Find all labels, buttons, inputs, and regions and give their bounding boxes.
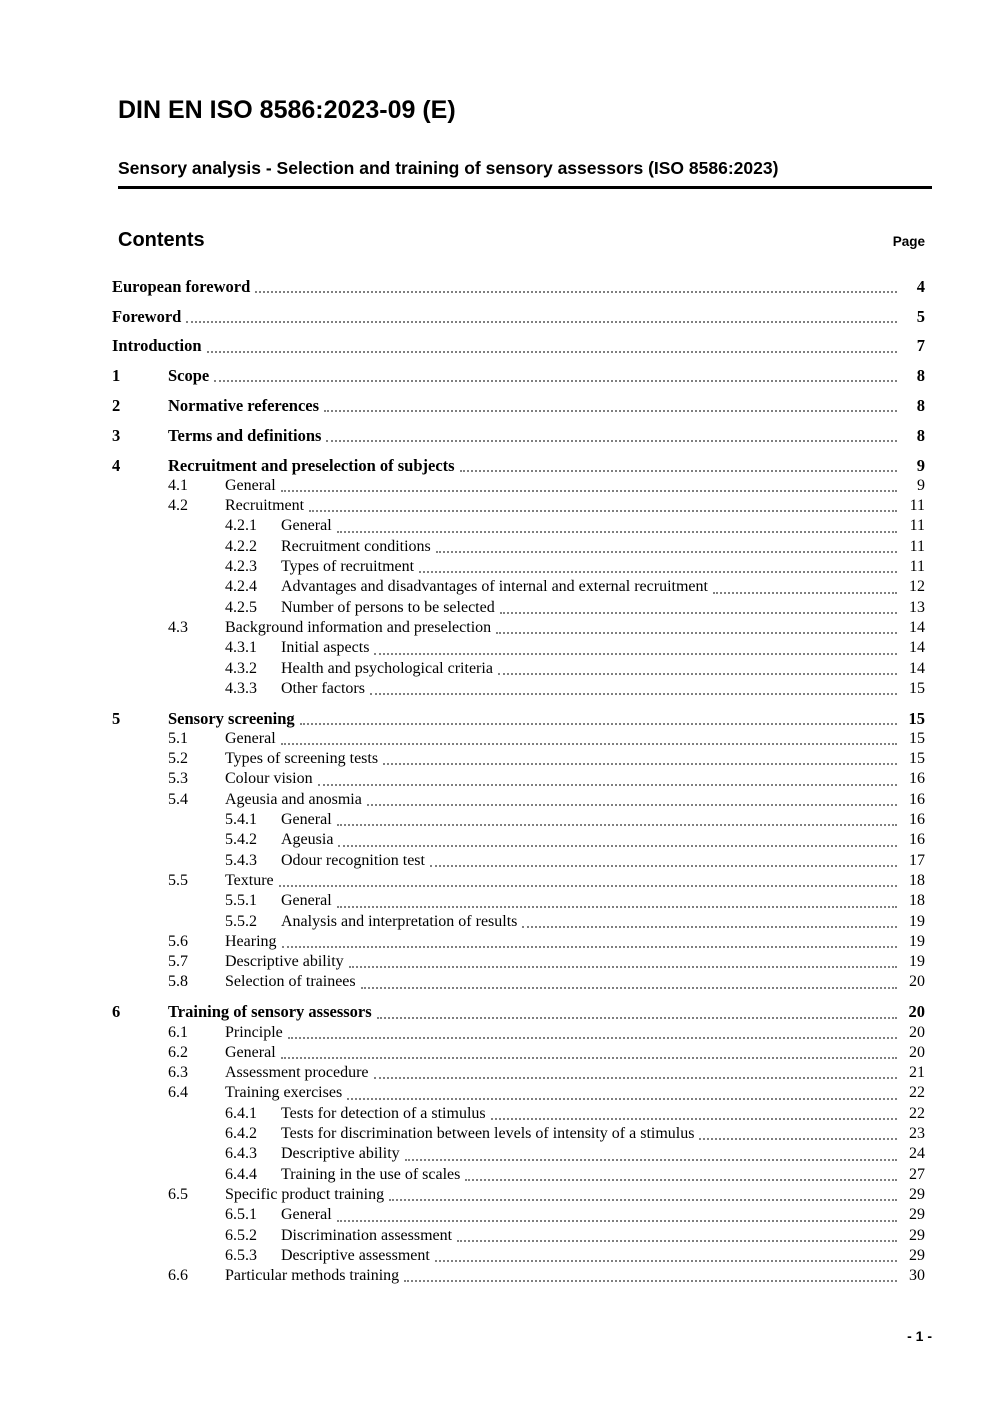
toc-dotted-leader	[367, 804, 897, 806]
toc-entry-label: European foreword	[112, 276, 251, 296]
toc-entry-number: 5.4	[168, 790, 188, 808]
toc-entry-number: 6.6	[168, 1267, 188, 1285]
toc-dotted-leader	[349, 966, 897, 968]
toc-dotted-leader	[347, 1098, 897, 1100]
toc-dotted-leader	[500, 612, 897, 614]
document-number-heading: DIN EN ISO 8586:2023-09 (E)	[118, 96, 456, 124]
toc-entry-page: 8	[916, 425, 925, 445]
toc-entry	[112, 932, 925, 952]
toc-entry	[112, 952, 925, 972]
toc-entry	[112, 1104, 925, 1124]
page-column-label: Page	[892, 233, 925, 249]
toc-dotted-leader	[491, 1118, 897, 1120]
toc-entry-label: Colour vision	[225, 770, 313, 788]
toc-entry-page: 15	[909, 729, 925, 747]
toc-entry	[112, 1083, 925, 1103]
toc-entry-label: Descriptive ability	[281, 1145, 400, 1163]
toc-entry-number: 4.2.4	[225, 578, 257, 596]
toc-entry-number: 5.4.1	[225, 811, 257, 829]
toc-entry	[112, 516, 925, 536]
toc-entry-label: Types of recruitment	[281, 558, 415, 576]
toc-entry-page: 20	[909, 1023, 925, 1041]
toc-entry-label: Advantages and disadvantages of internal and external recruitment	[281, 578, 708, 596]
toc-entry-label: Texture	[225, 871, 274, 889]
toc-entry-label: General	[281, 811, 332, 829]
toc-entry	[112, 1205, 925, 1225]
toc-entry-label: Specific product training	[225, 1185, 385, 1203]
document-title-block	[118, 158, 932, 189]
toc-entry	[112, 476, 925, 496]
toc-dotted-leader	[337, 906, 897, 908]
toc-entry-number: 1	[112, 366, 121, 386]
toc-dotted-leader	[430, 865, 897, 867]
toc-entry-page: 20	[909, 973, 925, 991]
toc-entry-label: Analysis and interpretation of results	[281, 912, 518, 930]
toc-entry-label: Ageusia	[281, 831, 334, 849]
toc-dotted-leader	[282, 946, 897, 948]
toc-entry-number: 5.4.2	[225, 831, 257, 849]
toc-entry	[112, 577, 925, 597]
toc-entry-page: 30	[909, 1267, 925, 1285]
toc-entry-number: 2	[112, 395, 121, 415]
toc-entry-page: 22	[909, 1104, 925, 1122]
toc-dotted-leader	[435, 1260, 897, 1262]
toc-entry-page: 23	[909, 1125, 925, 1143]
toc-dotted-leader	[713, 592, 897, 594]
toc-entry-page: 29	[909, 1185, 925, 1203]
toc-entry	[112, 537, 925, 557]
toc-entry-page: 16	[909, 770, 925, 788]
toc-dotted-leader	[338, 845, 897, 847]
toc-entry-number: 6.5	[168, 1185, 188, 1203]
toc-entry-label: Tests for discrimination between levels of intensity of a stimulus	[281, 1125, 695, 1143]
toc-entry-number: 4.2.5	[225, 598, 257, 616]
toc-entry-number: 5.5.2	[225, 912, 257, 930]
toc-dotted-leader	[374, 653, 897, 655]
toc-entry-page: 19	[909, 912, 925, 930]
toc-entry-label: Assessment procedure	[225, 1064, 369, 1082]
toc-entry	[112, 496, 925, 516]
toc-dotted-leader	[326, 440, 897, 442]
toc-entry-number: 6	[112, 1002, 121, 1022]
toc-dotted-leader	[300, 723, 897, 725]
toc-entry-page: 15	[908, 708, 925, 728]
toc-entry-page: 15	[909, 679, 925, 697]
toc-entry-label: Sensory screening	[168, 708, 295, 728]
toc-entry-number: 4.3.2	[225, 659, 257, 677]
toc-entry-label: Normative references	[168, 395, 320, 415]
toc-entry-page: 29	[909, 1206, 925, 1224]
toc-entry	[112, 709, 925, 729]
toc-entry-number: 5.6	[168, 932, 188, 950]
toc-entry-label: Types of screening tests	[225, 750, 379, 768]
toc-entry-page: 16	[909, 811, 925, 829]
toc-entry-number: 6.5.2	[225, 1226, 257, 1244]
toc-entry-label: Recruitment and preselection of subjects	[168, 455, 455, 475]
toc-dotted-leader	[498, 673, 897, 675]
toc-dotted-leader	[207, 351, 897, 353]
toc-entry-label: Odour recognition test	[281, 851, 425, 869]
toc-entry-page: 18	[909, 871, 925, 889]
toc-entry	[112, 851, 925, 871]
toc-entry	[112, 790, 925, 810]
toc-entry-label: Number of persons to be selected	[281, 598, 495, 616]
contents-heading: Contents	[118, 228, 205, 251]
toc-dotted-leader	[436, 551, 897, 553]
toc-entry	[112, 638, 925, 658]
toc-dotted-leader	[405, 1159, 897, 1161]
toc-dotted-leader	[324, 410, 897, 412]
toc-entry-number: 4.3.3	[225, 679, 257, 697]
toc-entry-page: 16	[909, 790, 925, 808]
toc-entry-number: 6.1	[168, 1023, 188, 1041]
toc-entry-page: 4	[916, 276, 925, 296]
toc-entry-label: Discrimination assessment	[281, 1226, 453, 1244]
toc-entry	[112, 912, 925, 932]
toc-entry-number: 6.4.1	[225, 1104, 257, 1122]
toc-dotted-leader	[457, 1240, 897, 1242]
toc-dotted-leader	[465, 1179, 897, 1181]
toc-entry-label: Training of sensory assessors	[168, 1002, 372, 1022]
toc-dotted-leader	[309, 510, 897, 512]
toc-entry-number: 6.5.3	[225, 1246, 257, 1264]
toc-entry	[112, 659, 925, 679]
toc-dotted-leader	[281, 743, 897, 745]
toc-entry	[112, 336, 925, 356]
toc-entry-page: 19	[909, 932, 925, 950]
toc-dotted-leader	[281, 490, 897, 492]
toc-dotted-leader	[389, 1199, 897, 1201]
toc-entry-label: Terms and definitions	[168, 425, 322, 445]
toc-dotted-leader	[337, 1220, 897, 1222]
toc-entry-label: Selection of trainees	[225, 973, 356, 991]
toc-entry-label: Descriptive assessment	[281, 1246, 430, 1264]
toc-entry-label: Particular methods training	[225, 1267, 400, 1285]
toc-entry	[112, 1002, 925, 1022]
toc-entry-label: General	[281, 892, 332, 910]
toc-entry	[112, 1226, 925, 1246]
toc-dotted-leader	[281, 1057, 897, 1059]
toc-entry-number: 4.3.1	[225, 639, 257, 657]
toc-entry-page: 5	[916, 306, 925, 326]
toc-dotted-leader	[496, 632, 897, 634]
toc-entry	[112, 426, 925, 446]
toc-entry-number: 3	[112, 425, 121, 445]
toc-entry-page: 11	[909, 537, 925, 555]
document-title: Sensory analysis - Selection and training of sensory assessors (ISO 8586:2023)	[118, 157, 779, 178]
toc-entry-page: 17	[909, 851, 925, 869]
toc-entry-number: 4.3	[168, 618, 188, 636]
toc-entry-label: General	[225, 1043, 276, 1061]
toc-entry-page: 12	[909, 578, 925, 596]
toc-dotted-leader	[370, 693, 897, 695]
toc-entry	[112, 366, 925, 386]
toc-dotted-leader	[522, 926, 897, 928]
toc-dotted-leader	[699, 1138, 897, 1140]
toc-entry-number: 4.1	[168, 476, 188, 494]
toc-entry	[112, 1063, 925, 1083]
toc-entry	[112, 891, 925, 911]
toc-dotted-leader	[383, 763, 897, 765]
toc-entry-page: 16	[909, 831, 925, 849]
toc-entry-number: 4.2.2	[225, 537, 257, 555]
toc-entry-label: Initial aspects	[281, 639, 370, 657]
toc-entry-number: 6.2	[168, 1043, 188, 1061]
toc-entry-page: 21	[909, 1064, 925, 1082]
toc-entry-page: 29	[909, 1226, 925, 1244]
toc-entry-page: 22	[909, 1084, 925, 1102]
toc-entry-page: 20	[909, 1043, 925, 1061]
toc-entry-label: Introduction	[112, 336, 202, 356]
toc-entry-number: 6.4	[168, 1084, 188, 1102]
toc-dotted-leader	[337, 531, 897, 533]
toc-entry-page: 11	[909, 517, 925, 535]
toc-entry-page: 11	[909, 497, 925, 515]
toc-entry	[112, 830, 925, 850]
toc-entry-number: 5.7	[168, 953, 188, 971]
toc-dotted-leader	[377, 1017, 897, 1019]
toc-entry-label: General	[225, 476, 276, 494]
toc-entry-number: 6.3	[168, 1064, 188, 1082]
toc-entry-page: 18	[909, 892, 925, 910]
toc-entry-page: 27	[909, 1165, 925, 1183]
toc-entry-label: Training in the use of scales	[281, 1165, 461, 1183]
toc-entry	[112, 1124, 925, 1144]
toc-entry	[112, 396, 925, 416]
toc-dotted-leader	[288, 1037, 897, 1039]
toc-entry-page: 19	[909, 953, 925, 971]
toc-entry	[112, 1144, 925, 1164]
toc-entry-number: 5.5	[168, 871, 188, 889]
toc-entry-label: General	[281, 517, 332, 535]
toc-entry-page: 9	[916, 455, 925, 475]
toc-entry-page: 7	[916, 336, 925, 356]
toc-entry-page: 15	[909, 750, 925, 768]
toc-entry-number: 5.8	[168, 973, 188, 991]
toc-entry	[112, 557, 925, 577]
toc-entry-page: 9	[917, 476, 925, 494]
toc-entry	[112, 1185, 925, 1205]
toc-dotted-leader	[318, 784, 897, 786]
toc-entry-number: 5.3	[168, 770, 188, 788]
toc-dotted-leader	[186, 321, 897, 323]
toc-dotted-leader	[374, 1077, 897, 1079]
contents-header-row	[112, 229, 932, 251]
toc-entry-label: Recruitment conditions	[281, 537, 431, 555]
toc-entry-number: 4.2	[168, 497, 188, 515]
toc-entry	[112, 456, 925, 476]
toc-entry-page: 13	[909, 598, 925, 616]
toc-entry-label: Training exercises	[225, 1084, 343, 1102]
toc-entry	[112, 972, 925, 992]
toc-dotted-leader	[361, 987, 897, 989]
toc-entry-label: Recruitment	[225, 497, 305, 515]
toc-entry-label: Foreword	[112, 306, 182, 326]
toc-entry-page: 14	[909, 639, 925, 657]
toc-entry	[112, 1165, 925, 1185]
toc-entry-page: 24	[909, 1145, 925, 1163]
toc-dotted-leader	[460, 470, 897, 472]
table-of-contents	[112, 277, 932, 1287]
toc-dotted-leader	[279, 885, 897, 887]
toc-entry-number: 6.4.3	[225, 1145, 257, 1163]
toc-entry-label: Background information and preselection	[225, 618, 492, 636]
toc-entry-label: Principle	[225, 1023, 283, 1041]
toc-entry-number: 5.5.1	[225, 892, 257, 910]
toc-entry-number: 5.1	[168, 729, 188, 747]
toc-entry-page: 8	[916, 395, 925, 415]
toc-dotted-leader	[255, 291, 897, 293]
toc-entry	[112, 749, 925, 769]
toc-entry-label: General	[225, 729, 276, 747]
toc-dotted-leader	[214, 380, 897, 382]
toc-entry	[112, 810, 925, 830]
toc-entry	[112, 277, 925, 297]
toc-entry-label: Other factors	[281, 679, 365, 697]
toc-entry	[112, 1043, 925, 1063]
toc-entry-number: 6.4.4	[225, 1165, 257, 1183]
toc-entry-label: Tests for detection of a stimulus	[281, 1104, 486, 1122]
toc-entry	[112, 307, 925, 327]
toc-entry	[112, 729, 925, 749]
toc-entry-label: General	[281, 1206, 332, 1224]
toc-entry-number: 4.2.3	[225, 558, 257, 576]
toc-entry-label: Scope	[168, 366, 210, 386]
toc-entry-page: 29	[909, 1246, 925, 1264]
toc-entry-page: 11	[909, 558, 925, 576]
toc-entry-number: 5.4.3	[225, 851, 257, 869]
toc-entry-label: Hearing	[225, 932, 277, 950]
toc-entry	[112, 769, 925, 789]
toc-entry-label: Ageusia and anosmia	[225, 790, 362, 808]
toc-entry	[112, 618, 925, 638]
toc-entry	[112, 1266, 925, 1286]
toc-entry	[112, 679, 925, 699]
toc-entry	[112, 1246, 925, 1266]
toc-entry-number: 6.5.1	[225, 1206, 257, 1224]
toc-entry-number: 4	[112, 455, 121, 475]
toc-entry-number: 4.2.1	[225, 517, 257, 535]
toc-entry	[112, 598, 925, 618]
toc-entry-page: 14	[909, 659, 925, 677]
toc-dotted-leader	[419, 571, 897, 573]
toc-entry-page: 14	[909, 618, 925, 636]
toc-entry-number: 6.4.2	[225, 1125, 257, 1143]
toc-dotted-leader	[404, 1280, 897, 1282]
toc-entry-number: 5	[112, 708, 121, 728]
toc-entry	[112, 1023, 925, 1043]
toc-entry	[112, 871, 925, 891]
toc-entry-number: 5.2	[168, 750, 188, 768]
toc-entry-page: 8	[916, 366, 925, 386]
toc-entry-label: Health and psychological criteria	[281, 659, 493, 677]
footer-page-number: - 1 -	[907, 1328, 932, 1345]
toc-entry-page: 20	[908, 1002, 925, 1022]
toc-dotted-leader	[337, 824, 897, 826]
toc-entry-label: Descriptive ability	[225, 953, 344, 971]
